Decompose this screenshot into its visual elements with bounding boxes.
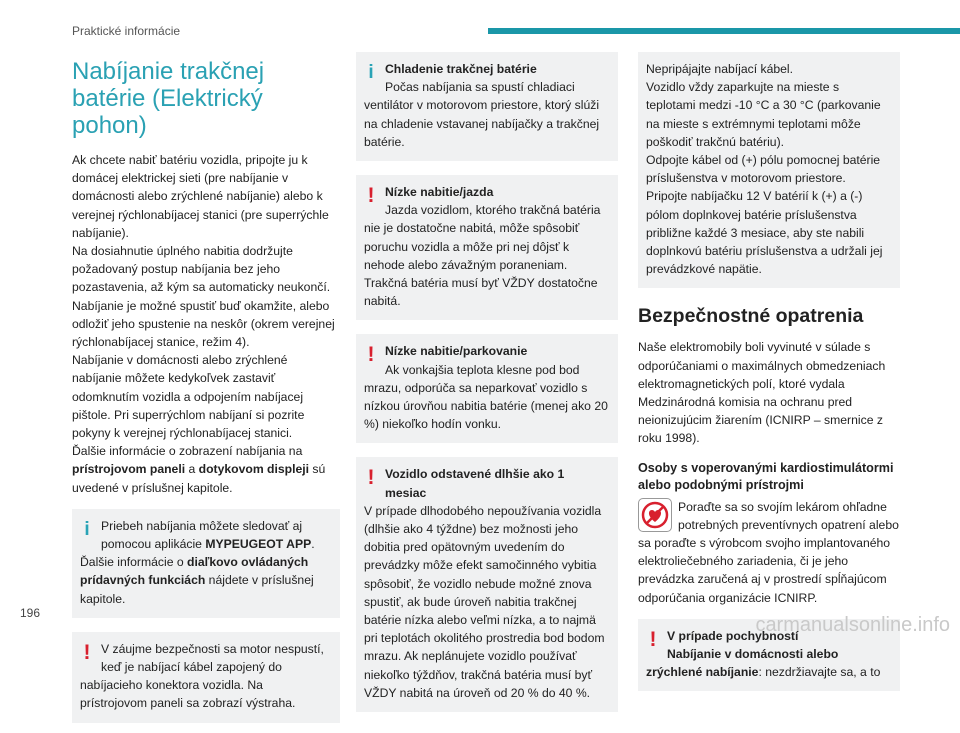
header-accent-bar	[488, 28, 960, 34]
pacemaker-icon	[638, 498, 672, 532]
info-box-cooling: i Chladenie trakčnej batérie Počas nabíjania sa spustí chladiaci ventilátor v motorovom priestore, ktorý slúži na chladenie vstavanej nabíjačky a trakčnej batérie.	[356, 52, 618, 161]
warning-icon: !	[367, 343, 375, 367]
column-2	[356, 52, 618, 722]
watermark: carmanualsonline.info	[755, 614, 950, 636]
warning-box: ! V záujme bezpečnosti sa motor nespustí, keď je nabíjací kábel zapojený do nabíjacieho konektora vozidla. Na prístrojovom paneli sa zobrazí výstraha.	[72, 632, 340, 723]
section-title: Bezpečnostné opatrenia	[638, 305, 864, 328]
warning-icon: !	[83, 640, 91, 664]
warning-box-stored: ! Vozidlo odstavené dlhšie ako 1 mesiac V prípade dlhodobého nepoužívania vozidla (dlhšie ako 4 týždne) bez možnosti jeho dobitia pred opätovným uvedením do prevádzky môže efekt samočinného vybitia spôsobiť, že vozidlo nebude možné znova spustiť, ak bude úroveň nabitia trakčnej batérie nízka alebo veľmi nízka, a to najmä pri teplotách okolitého prostredia bod bodom mrazu. Ak neplánujete vozidlo používať niekoľko týždňov, trakčná batéria musí byť VŽDY nabitá na úroveň od 20 % do 40 %.	[356, 457, 618, 712]
page-title: Nabíjanie trakčnej batérie (Elektrický pohon)	[72, 58, 265, 139]
warning-box-low-drive: ! Nízke nabitie/jazda Jazda vozidlom, ktorého trakčná batéria nie je dostatočne nabitá, môže spôsobiť poruchu vozidla a môže pri nej dôjsť k nehode alebo závažným poraneniam. Trakčná batéria musí byť VŽDY dostatočne nabitá.	[356, 175, 618, 320]
paragraph: Na dosiahnutie úplného nabitia dodržujte požadovaný postup nabíjania bez jeho pozastavenia, až kým sa automaticky neukončí.	[72, 244, 331, 295]
warning-box-doubt: ! V prípade pochybností Nabíjanie v domácnosti alebo zrýchlené nabíjanie: nezdržiavajte sa, a to	[638, 619, 900, 692]
paragraph: Ďalšie informácie o zobrazení nabíjania na prístrojovom paneli a dotykovom displeji sú uvedené v príslušnej kapitole.	[72, 444, 326, 495]
warning-icon: !	[649, 627, 657, 651]
pacemaker-note: Poraďte sa so svojím lekárom ohľadne potrebných preventívnych opatrení alebo sa poraďte s výrobcom svojho implantovaného elektroliečebného zariadenia, či je jeho prevádzka zaručená aj v prostredí spĺňajúcom odporúčania organizácie ICNIRP.	[638, 499, 899, 605]
warning-box-low-park: ! Nízke nabitie/parkovanie Ak vonkajšia teplota klesne pod bod mrazu, odporúča sa neparkovať vozidlo s nízkou úrovňou nabitia batérie (menej ako 20 %) niekoľko hodín vonku.	[356, 334, 618, 443]
paragraph: Nabíjanie je možné spustiť buď okamžite, alebo odložiť jeho spustenie na neskôr (okrem verejnej rýchlonabíjacej stanice, režim 4).	[72, 298, 335, 350]
continued-box: Nepripájajte nabíjací kábel. Vozidlo vždy zaparkujte na mieste s teplotami medzi -10 °C a 30 °C (parkovanie na mieste s extrémnymi teplotami môže poškodiť trakčnú batériu). Odpojte kábel od (+) pólu pomocnej batérie príslušenstva v motorovom priestore. Pripojte nabíjačku 12 V batérií k (+) a (-) pólom doplnkovej batérie príslušenstva približne každé 3 mesiace, aby ste nabili doplnkovú batériu príslušenstva a udržali jej prevádzkové napätie.	[638, 52, 900, 288]
column-1	[72, 52, 340, 733]
column-3	[638, 52, 900, 701]
paragraph: Ak chcete nabiť batériu vozidla, pripojte ju k domácej elektrickej sieti (pre nabíjanie v domácnosti alebo zrýchlené nabíjanie) alebo k verejnej rýchlonabíjacej stanici (pre superrýchle nabíjanie).	[72, 153, 329, 240]
section-header: Praktické informácie	[72, 24, 181, 38]
paragraph: Naše elektromobily boli vyvinuté v súlade s odporúčaniami o maximálnych obmedzeniach elektromagnetických polí, ktoré vydala Medzinárodná komisia na ochranu pred neionizujúcim žiarením (ICNIRP – smernice z roku 1998).	[638, 340, 886, 446]
warning-icon: !	[367, 466, 375, 490]
paragraph: Nabíjanie v domácnosti alebo zrýchlené nabíjanie môžete kedykoľvek zastaviť odomknutím vozidla a odpojením nabíjacej pištole. Pri superrýchlom nabíjaní si pozrite pokyny k verejnej rýchlonabíjacej stanici.	[72, 353, 305, 441]
info-box: i Priebeh nabíjania môžete sledovať aj pomocou aplikácie MYPEUGEOT APP. Ďalšie informácie o diaľkovo ovládaných prídavných funkciách nájdete v príslušnej kapitole.	[72, 509, 340, 618]
info-icon: i	[368, 62, 374, 83]
subsection-title: Osoby s voperovanými kardiostimulátormi alebo podobnými prístrojmi	[638, 460, 894, 492]
info-icon: i	[84, 518, 90, 540]
page-number: 196	[20, 606, 41, 620]
warning-icon: !	[367, 184, 375, 208]
